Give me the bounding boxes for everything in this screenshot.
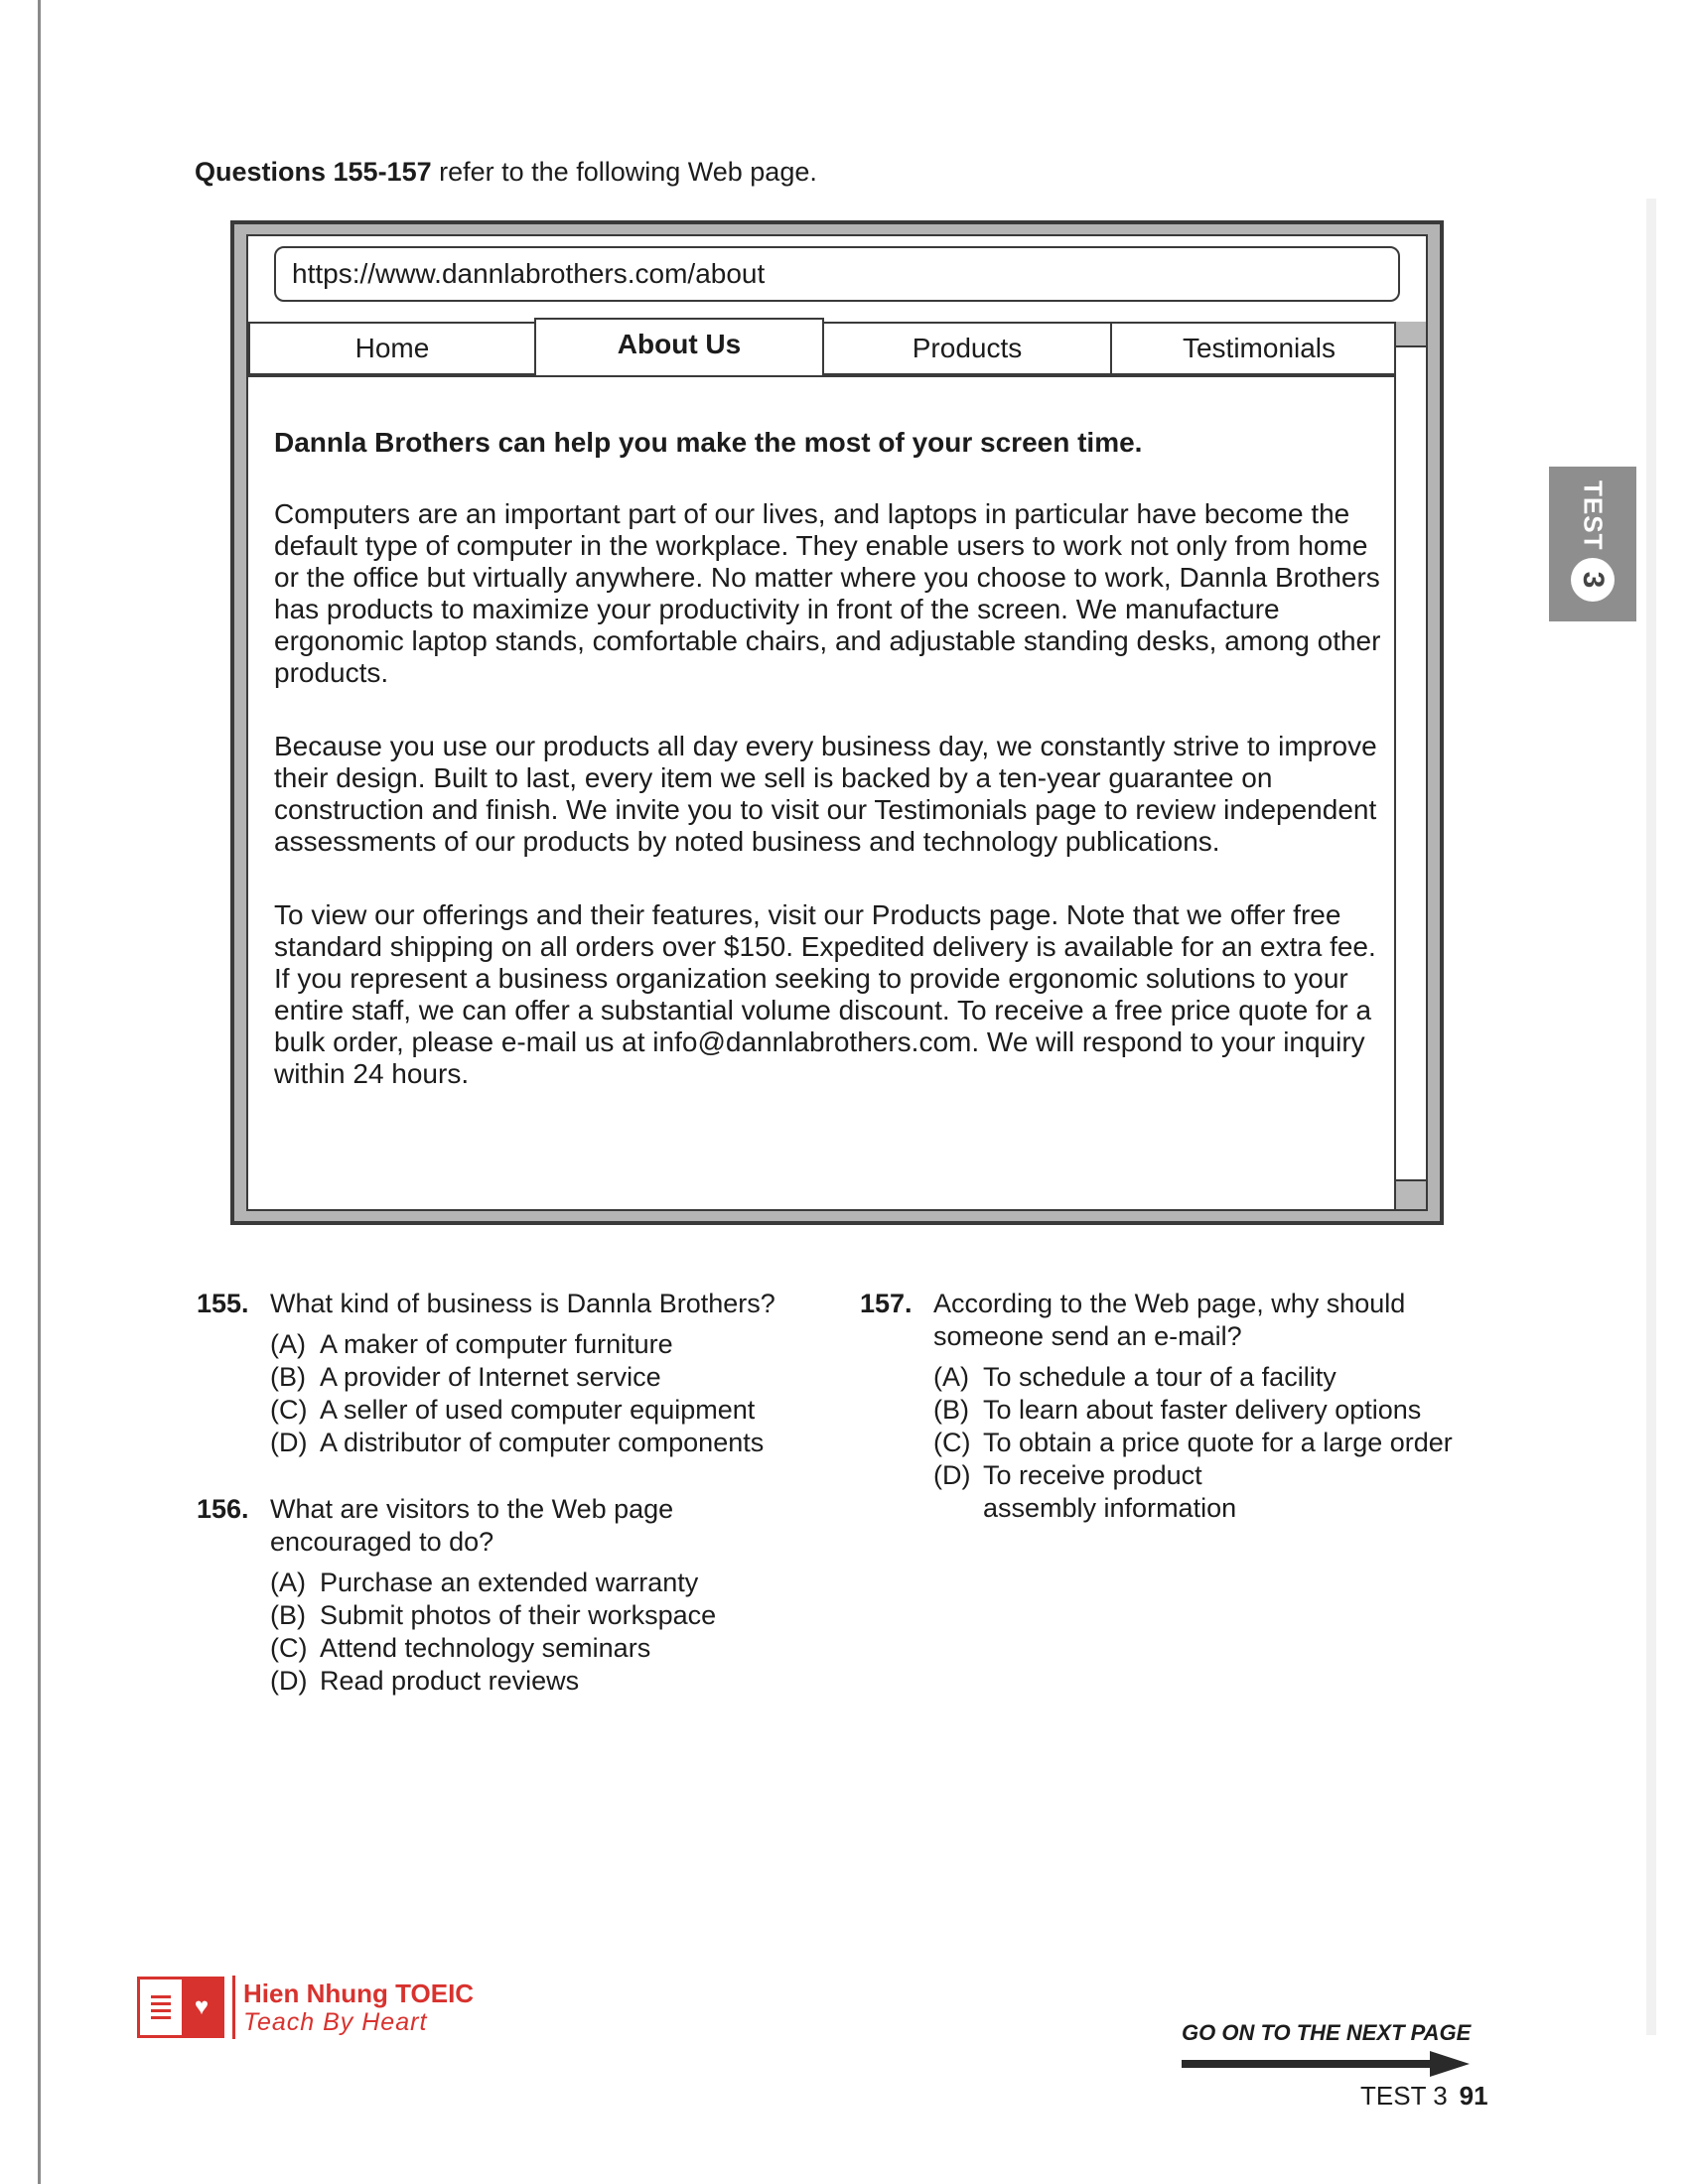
footer-test: TEST 3	[1360, 2081, 1448, 2111]
web-page-content	[248, 375, 1406, 1209]
option-letter: (C)	[933, 1428, 971, 1457]
option-b[interactable]	[270, 1361, 832, 1394]
option-letter: (A)	[933, 1362, 969, 1392]
logo-name: Hien Nhung TOEIC	[243, 1979, 475, 2008]
question-number: 157.	[860, 1289, 913, 1318]
scroll-down-button[interactable]	[1396, 1179, 1426, 1209]
question-number: 156.	[197, 1494, 249, 1524]
option-a[interactable]	[933, 1361, 1495, 1394]
option-text: To obtain a price quote for a large order	[983, 1428, 1453, 1457]
section-tab-label: TEST	[1578, 480, 1609, 551]
address-bar[interactable]: https://www.dannlabrothers.com/about	[274, 246, 1400, 302]
answer-options	[270, 1567, 832, 1698]
option-text: A provider of Internet service	[320, 1362, 661, 1392]
page-edge	[38, 0, 41, 2184]
browser-window	[230, 220, 1444, 1225]
option-text: A distributor of computer components	[320, 1428, 765, 1457]
test-section-tab	[1549, 467, 1636, 621]
option-text: To receive product assembly information	[983, 1460, 1237, 1523]
question-text: What kind of business is Dannla Brothers?	[270, 1289, 775, 1318]
nav-tabs	[248, 322, 1406, 377]
option-text: Read product reviews	[320, 1666, 580, 1696]
option-d[interactable]	[270, 1665, 832, 1698]
option-c[interactable]	[933, 1427, 1495, 1459]
option-b[interactable]	[933, 1394, 1495, 1427]
option-text: Purchase an extended warranty	[320, 1568, 699, 1597]
about-content	[274, 427, 1386, 1132]
option-letter: (D)	[270, 1428, 308, 1457]
paragraph-2: Because you use our products all day every business day, we constantly strive to improve their design. Built to last, every item we sell is backed by a ten-year guarantee on construction and finish. We invite you to visit our Testimonials page to review independent assessments of our products by noted business and technology publications.	[274, 731, 1377, 857]
tab-products[interactable]: Products	[822, 322, 1112, 375]
option-text: Attend technology seminars	[320, 1633, 651, 1663]
questions-intro	[195, 157, 817, 188]
tab-about-us[interactable]: About Us	[534, 318, 824, 377]
publisher-logo	[137, 1976, 474, 2039]
option-letter: (C)	[270, 1633, 308, 1663]
option-letter: (A)	[270, 1568, 306, 1597]
browser-viewport	[246, 234, 1428, 1211]
next-page-label: GO ON TO THE NEXT PAGE	[1182, 2020, 1472, 2045]
option-letter: (A)	[270, 1329, 306, 1359]
question-157	[860, 1288, 1495, 1525]
paragraph-1: Computers are an important part of our lives, and laptops in particular have become the default type of computer in the workplace. They enable users to work not only from home or the office but virtually anywhere. No matter where you choose to work, Dannla Brothers has products to maximize your productivity in front of the screen. We manufacture ergonomic laptop stands, comfortable chairs, and adjustable standing desks, among other products.	[274, 498, 1381, 688]
option-letter: (D)	[933, 1460, 971, 1490]
option-letter: (D)	[270, 1666, 308, 1696]
option-text: A maker of computer furniture	[320, 1329, 673, 1359]
arrow-right-icon	[1182, 2051, 1470, 2077]
question-156	[197, 1493, 832, 1698]
option-d[interactable]	[933, 1459, 1495, 1525]
option-letter: (B)	[933, 1395, 969, 1425]
option-text: A seller of used computer equipment	[320, 1395, 756, 1425]
logo-tagline: Teach By Heart	[243, 2008, 428, 2036]
book-heart-icon: ♥	[137, 1977, 224, 2038]
option-b[interactable]	[270, 1599, 832, 1632]
intro-text: refer to the following Web page.	[431, 157, 817, 187]
answer-options	[270, 1328, 832, 1459]
answer-options	[933, 1361, 1495, 1525]
option-letter: (C)	[270, 1395, 308, 1425]
tab-testimonials[interactable]: Testimonials	[1110, 322, 1408, 375]
questions-left-column	[197, 1288, 832, 1731]
option-letter: (B)	[270, 1600, 306, 1630]
option-text: Submit photos of their workspace	[320, 1600, 717, 1630]
option-letter: (B)	[270, 1362, 306, 1392]
scroll-up-button[interactable]	[1396, 322, 1426, 347]
scrollbar[interactable]	[1394, 322, 1426, 1209]
option-c[interactable]	[270, 1632, 832, 1665]
option-text: To schedule a tour of a facility	[983, 1362, 1336, 1392]
page-shadow	[1646, 199, 1656, 2035]
paragraph-3: To view our offerings and their features, visit our Products page. Note that we offer free standard shipping on all orders over $150. Expedited delivery is available for an extra fee. If you represent a business organization seeking to provide ergonomic solutions to your entire staff, we can offer a substantial volume discount. To receive a free price quote for a bulk order, please e-mail us at info@dannlabrothers.com. We will respond to your inquiry within 24 hours.	[274, 899, 1376, 1089]
question-text: What are visitors to the Web page encouraged to do?	[270, 1494, 674, 1557]
page-heading: Dannla Brothers can help you make the most of your screen time.	[274, 427, 1143, 458]
option-d[interactable]	[270, 1427, 832, 1459]
question-number: 155.	[197, 1289, 249, 1318]
option-a[interactable]	[270, 1328, 832, 1361]
option-text: To learn about faster delivery options	[983, 1395, 1422, 1425]
section-tab-number: 3	[1571, 558, 1615, 602]
page-footer	[1360, 2081, 1488, 2112]
option-c[interactable]	[270, 1394, 832, 1427]
questions-right-column	[860, 1288, 1495, 1559]
option-a[interactable]	[270, 1567, 832, 1599]
question-155	[197, 1288, 832, 1459]
intro-range: Questions 155-157	[195, 157, 432, 187]
question-text: According to the Web page, why should someone send an e-mail?	[933, 1289, 1406, 1351]
page-number: 91	[1459, 2081, 1488, 2111]
tab-home[interactable]: Home	[248, 322, 536, 375]
